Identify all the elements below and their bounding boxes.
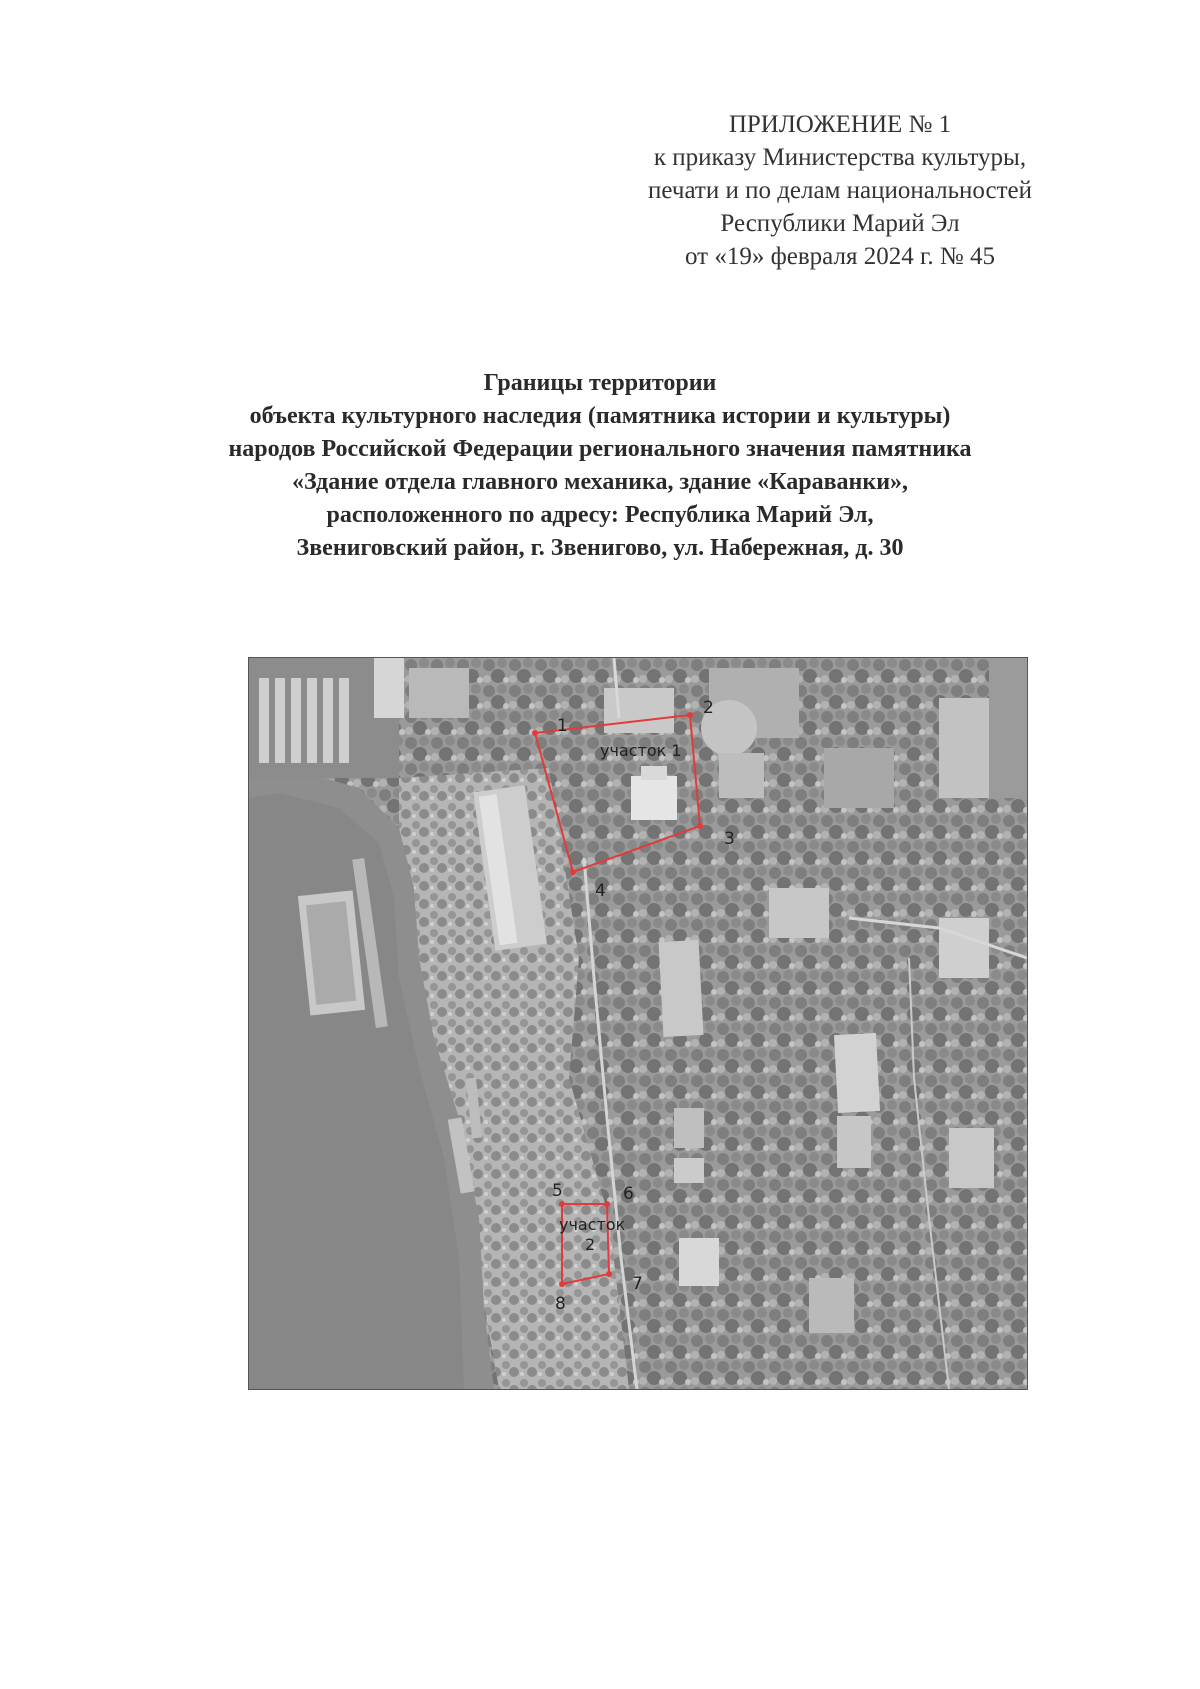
title-line-3: народов Российской Федерации регионального значения памятника (228, 436, 972, 462)
appendix-number: ПРИЛОЖЕНИЕ № 1 (728, 111, 952, 138)
appendix-date-line: от «19» февраля 2024 г. № 45 (684, 243, 996, 270)
title-line-6: Звениговский район, г. Звенигово, ул. Набережная, д. 30 (296, 535, 904, 561)
appendix-order-line: к приказу Министерства культуры, (653, 144, 1027, 171)
plot-1-label: участок 1 (600, 741, 682, 760)
building (949, 1128, 994, 1188)
title-line-5: расположенного по адресу: Республика Марий Эл, (326, 502, 874, 528)
appendix-header (600, 108, 1080, 273)
boundary-point-8 (559, 1281, 565, 1287)
building (674, 1158, 704, 1183)
monument-building-wing (641, 766, 667, 780)
boundary-point-7 (606, 1271, 612, 1277)
building (809, 1278, 854, 1333)
aerial-map (248, 657, 1028, 1390)
title-line-2: объекта культурного наследия (памятника истории и культуры) (249, 403, 951, 429)
point-label-6: 6 (623, 1184, 634, 1204)
building (769, 888, 829, 938)
title-line-4: «Здание отдела главного механика, здание «Караванки», (291, 469, 909, 495)
boundary-point-6 (604, 1201, 610, 1207)
point-label-8: 8 (555, 1294, 566, 1314)
document-title (140, 367, 1060, 565)
industrial-building (409, 668, 469, 718)
apartment-building (659, 940, 704, 1037)
apartment-building (834, 1033, 880, 1113)
point-label-5: 5 (552, 1181, 563, 1201)
appendix-ministry-line: печати и по делам национальностей (648, 177, 1032, 204)
apartment-building (837, 1116, 871, 1168)
building (824, 748, 894, 808)
building (674, 1108, 704, 1148)
point-label-4: 4 (595, 881, 606, 901)
point-label-7: 7 (632, 1274, 643, 1294)
title-line-1: Границы территории (483, 370, 717, 396)
monument-building (631, 776, 677, 820)
industrial-building (374, 658, 404, 718)
building (604, 688, 674, 733)
building (939, 698, 989, 798)
point-label-3: 3 (724, 829, 735, 849)
plot-2-label-line-1: участок (559, 1215, 626, 1234)
appendix-republic-line: Республики Марий Эл (720, 210, 960, 237)
boundary-point-4 (570, 869, 576, 875)
point-label-2: 2 (703, 698, 714, 718)
boundary-point-3 (697, 823, 703, 829)
boundary-point-5 (559, 1201, 565, 1207)
plot-2-label-line-2: 2 (585, 1235, 596, 1254)
boundary-point-1 (532, 730, 538, 736)
boundary-point-2 (687, 712, 693, 718)
building (679, 1238, 719, 1286)
building (939, 918, 989, 978)
building (989, 658, 1027, 798)
point-label-1: 1 (557, 716, 568, 736)
building (719, 753, 764, 798)
aerial-map-svg (249, 658, 1027, 1389)
